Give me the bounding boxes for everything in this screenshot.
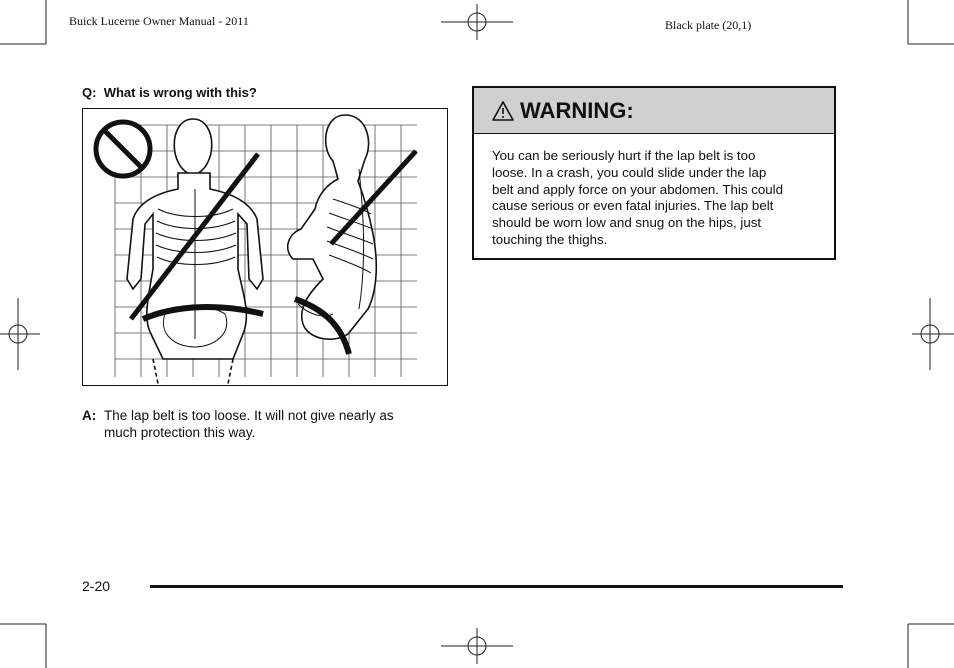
answer-label: A: bbox=[82, 408, 97, 423]
warning-line: loose. In a crash, you could slide under the lap bbox=[492, 164, 767, 180]
side-torso-figure bbox=[288, 115, 377, 339]
answer-text-line2: much protection this way. bbox=[104, 425, 256, 440]
page-number: 2-20 bbox=[82, 578, 111, 594]
seatbelt-illustration bbox=[82, 108, 448, 386]
warning-line: belt and apply force on your abdomen. This could bbox=[492, 181, 783, 197]
answer-text-line1: The lap belt is too loose. It will not give nearly as bbox=[104, 408, 394, 423]
warning-title: WARNING: bbox=[520, 97, 634, 123]
header-plate-label: Black plate (20,1) bbox=[665, 18, 752, 32]
header-manual-title: Buick Lucerne Owner Manual - 2011 bbox=[69, 14, 249, 28]
question-text: What is wrong with this? bbox=[103, 85, 257, 100]
warning-line: You can be seriously hurt if the lap belt is too bbox=[492, 148, 756, 163]
footer-rule bbox=[150, 585, 843, 588]
warning-box bbox=[472, 86, 836, 260]
question-label: Q: bbox=[82, 85, 97, 100]
warning-header bbox=[474, 88, 834, 134]
warning-line: touching the thighs. bbox=[492, 231, 608, 247]
warning-line: cause serious or even fatal injuries. The lap belt bbox=[492, 198, 774, 214]
answer bbox=[82, 407, 394, 441]
question bbox=[82, 85, 257, 100]
prohibition-icon bbox=[96, 122, 150, 176]
warning-triangle-icon bbox=[492, 101, 514, 121]
warning-text bbox=[474, 134, 834, 259]
seatbelt-drawing bbox=[83, 109, 446, 384]
warning-line: should be worn low and snug on the hips, just bbox=[492, 215, 762, 231]
